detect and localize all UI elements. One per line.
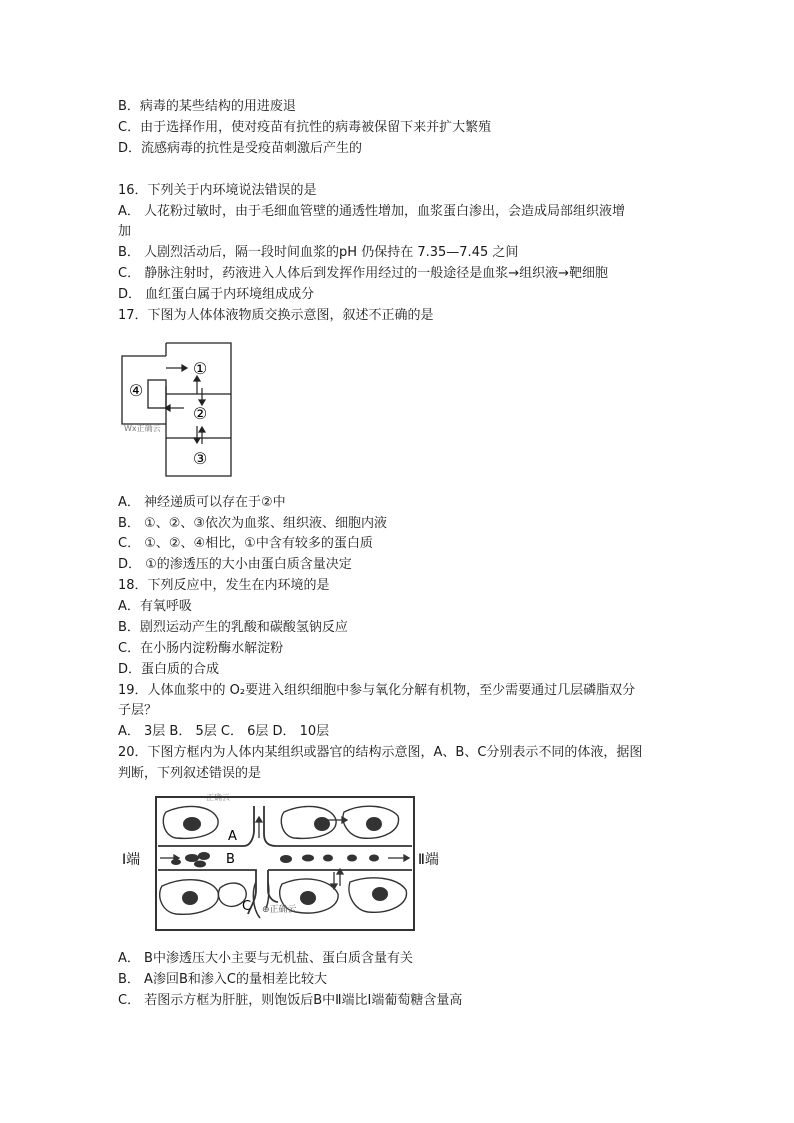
q20-option-b: B． A渗回B和渗入C的量相差比较大 — [118, 972, 327, 987]
q17-option-b: B． ①、②、③依次为血浆、组织液、细胞内液 — [118, 516, 388, 531]
q19-options: A． 3层 B． 5层 C． 6层 D． 10层 — [118, 724, 330, 739]
q17-option-c: C． ①、②、④相比，①中含有较多的蛋白质 — [118, 536, 373, 551]
q16-option-d: D． 血红蛋白属于内环境组成成分 — [118, 287, 315, 302]
watermark-text: Wx正确云 — [124, 424, 161, 433]
q18-option-b: B．剧烈运动产生的乳酸和碳酸氢钠反应 — [118, 620, 348, 635]
q20-stem-cont: 判断，下列叙述错误的是 — [118, 766, 262, 781]
end-label-2: Ⅱ端 — [418, 852, 439, 868]
q18-option-d: D．蛋白质的合成 — [118, 662, 220, 677]
fluid-label-4: ④ — [128, 381, 144, 400]
q16-option-a: A． 人花粉过敏时，由于毛细血管壁的通透性增加，血浆蛋白渗出，会造成局部组织液增 — [118, 204, 626, 219]
q19-stem-cont: 子层？ — [118, 703, 158, 718]
q17-stem: 17．下图为人体体液物质交换示意图，叙述不正确的是 — [118, 308, 434, 323]
watermark-top: 正确云 — [206, 793, 230, 802]
fluid-label-3: ③ — [192, 449, 208, 468]
q18-option-c: C．在小肠内淀粉酶水解淀粉 — [118, 641, 284, 656]
fluid-label-1: ① — [192, 359, 208, 378]
q16-option-c: C． 静脉注射时，药液进入人体后到发挥作用经过的一般途径是血浆→组织液→靶细胞 — [118, 266, 608, 281]
fluid-label-b: B — [226, 852, 235, 867]
watermark-bottom: ⊕正确云 — [262, 905, 297, 915]
fluid-label-c: C — [242, 899, 252, 914]
q17-option-a: A． 神经递质可以存在于②中 — [118, 495, 286, 510]
q20-stem: 20．下图方框内为人体内某组织或器官的结构示意图，A、B、C分别表示不同的体液，据图 — [118, 745, 643, 760]
q16-stem: 16．下列关于内环境说法错误的是 — [118, 183, 317, 198]
q20-tissue-structure-diagram — [118, 790, 458, 935]
q17-body-fluid-diagram — [118, 338, 238, 480]
q17-option-d: D． ①的渗透压的大小由蛋白质含量决定 — [118, 557, 352, 572]
q15-option-b: B．病毒的某些结构的用进废退 — [118, 99, 296, 114]
fluid-label-a: A — [228, 829, 237, 844]
fluid-label-2: ② — [192, 404, 208, 423]
q15-option-d: D．流感病毒的抗性是受疫苗刺激后产生的 — [118, 141, 363, 156]
q15-option-c: C．由于选择作用，使对疫苗有抗性的病毒被保留下来并扩大繁殖 — [118, 120, 492, 135]
q19-stem: 19．人体血浆中的 O₂要进入组织细胞中参与氧化分解有机物，至少需要通过几层磷脂双分 — [118, 683, 636, 698]
q20-option-a: A． B中渗透压大小主要与无机盐、蛋白质含量有关 — [118, 951, 413, 966]
q20-option-c: C． 若图示方框为肝脏，则饱饭后B中Ⅱ端比Ⅰ端葡萄糖含量高 — [118, 993, 463, 1008]
end-label-1: Ⅰ端 — [122, 852, 141, 868]
q18-stem: 18．下列反应中，发生在内环境的是 — [118, 578, 330, 593]
q18-option-a: A．有氧呼吸 — [118, 599, 192, 614]
q16-option-a-cont: 加 — [118, 224, 132, 239]
q16-option-b: B． 人剧烈活动后，隔一段时间血浆的pH 仍保持在 7.35—7.45 之间 — [118, 245, 519, 260]
